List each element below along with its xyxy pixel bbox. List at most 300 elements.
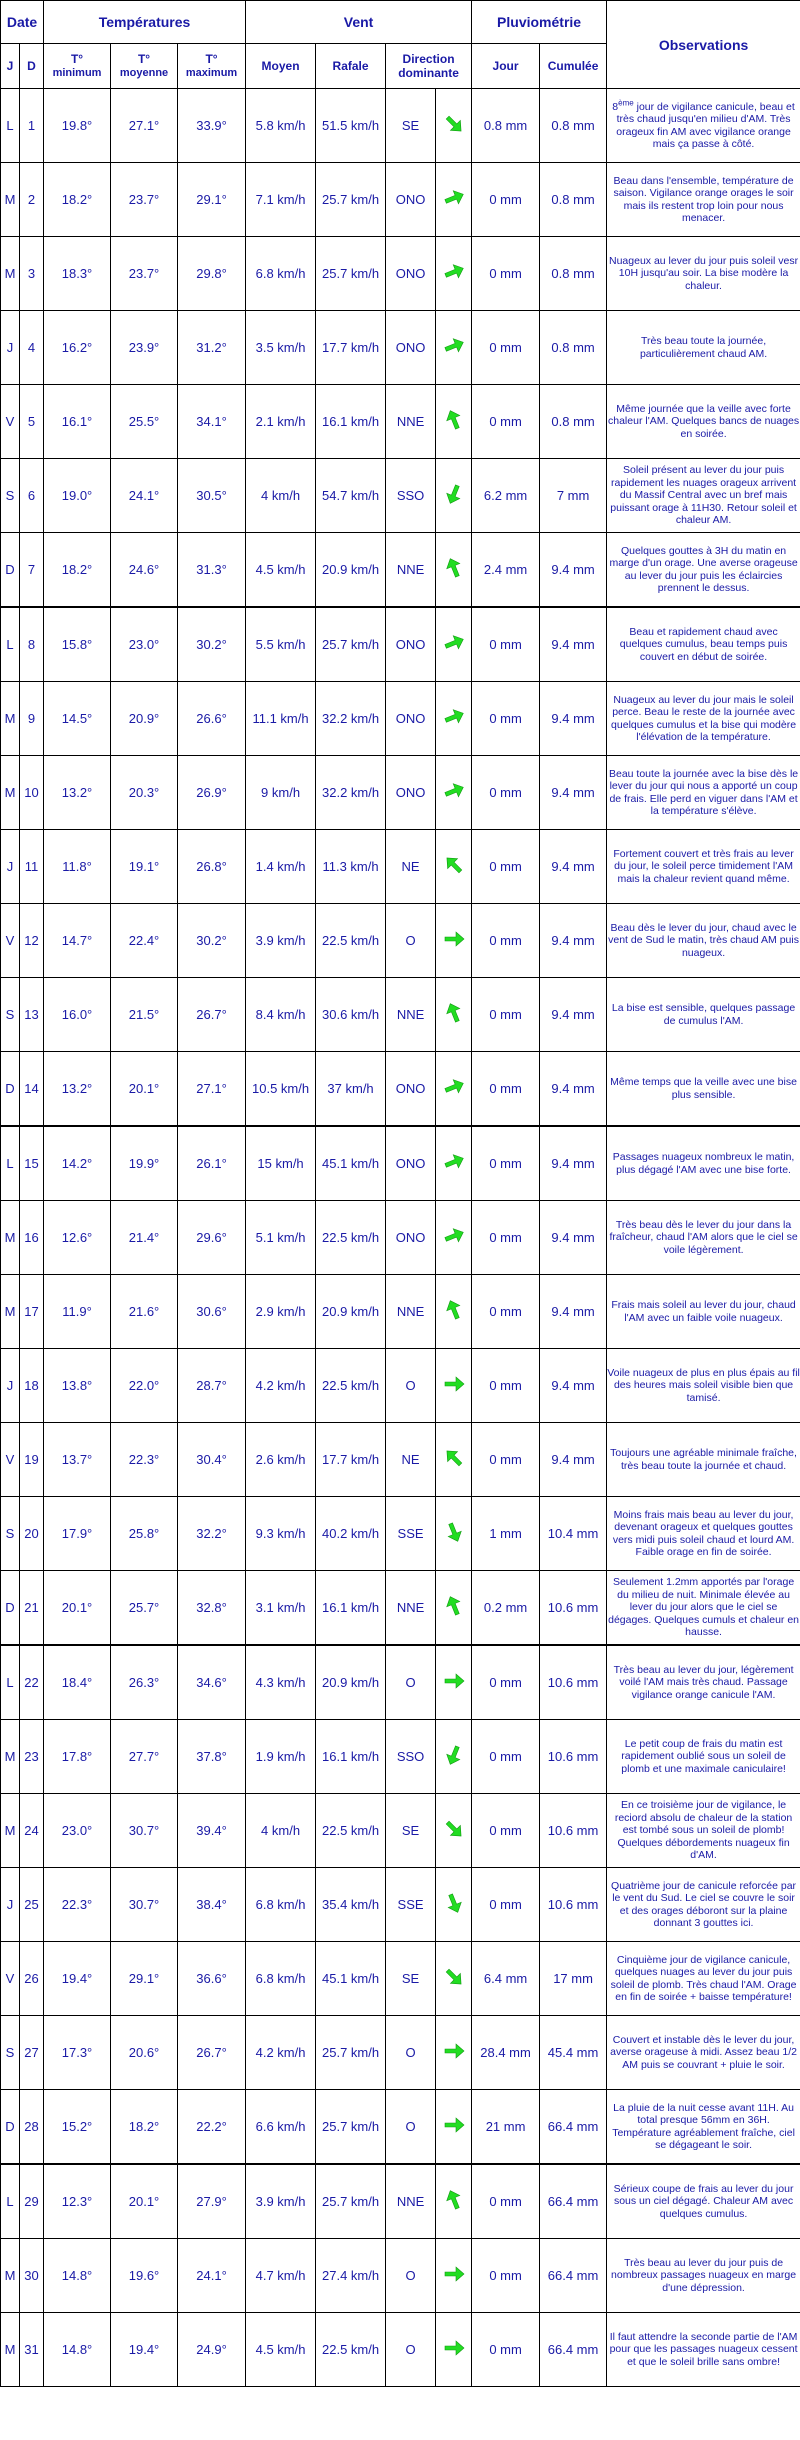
- observation: [607, 1052, 800, 1127]
- tmax: 30.6°: [178, 1275, 246, 1349]
- tmin: 13.8°: [44, 1349, 111, 1423]
- wind-arrow-cell: [436, 237, 472, 311]
- table-row: [1, 533, 800, 608]
- tmin: 17.9°: [44, 1497, 111, 1571]
- tmoy: 29.1°: [111, 1942, 178, 2016]
- wind-gust: 16.1 km/h: [316, 385, 386, 459]
- header-vent: Vent: [246, 1, 472, 44]
- day-letter: D: [1, 1052, 20, 1127]
- rain-cumul: 7 mm: [540, 459, 607, 533]
- wind-arrow-icon: [442, 1224, 466, 1248]
- rain-day: 0 mm: [472, 1794, 540, 1868]
- tmin: 15.2°: [44, 2090, 111, 2165]
- table-row: [1, 1423, 800, 1497]
- wind-arrow-cell: [436, 533, 472, 608]
- wind-direction: NE: [386, 830, 436, 904]
- wind-direction: O: [386, 1645, 436, 1720]
- rain-cumul: 66.4 mm: [540, 2239, 607, 2313]
- table-row: [1, 2090, 800, 2165]
- rain-day: 0 mm: [472, 2239, 540, 2313]
- wind-gust: 17.7 km/h: [316, 1423, 386, 1497]
- wind-arrow-cell: [436, 2239, 472, 2313]
- day-letter: L: [1, 2164, 20, 2239]
- wind-arrow-icon: [442, 1594, 466, 1618]
- wind-avg: 4.7 km/h: [246, 2239, 316, 2313]
- table-row: [1, 2239, 800, 2313]
- day-letter: V: [1, 385, 20, 459]
- tmax: 27.1°: [178, 1052, 246, 1127]
- observation-text: Couvert et instable dès le lever du jour, averse orageuse à midi. Assez beau 1/2 AM puis se couvrant + pluie le soir.: [610, 2033, 797, 2071]
- table-row: [1, 1794, 800, 1868]
- observation-text: Soleil présent au lever du jour puis rapidement les nuages orageux arrivent du Massif Central avec un bref mais puissant orage à 11H30. Retour soleil et chaleur AM.: [610, 464, 797, 527]
- tmoy: 20.3°: [111, 756, 178, 830]
- tmoy: 25.7°: [111, 1571, 178, 1646]
- wind-arrow-icon: [442, 927, 466, 951]
- observation-text: Fortement couvert et très frais au lever du jour, le soleil perce timidement l'AM mais la chaleur revient quand même.: [613, 847, 794, 885]
- day-number: 9: [20, 682, 44, 756]
- tmin: 13.7°: [44, 1423, 111, 1497]
- wind-avg: 3.9 km/h: [246, 2164, 316, 2239]
- wind-avg: 10.5 km/h: [246, 1052, 316, 1127]
- observation: [607, 2090, 800, 2165]
- wind-arrow-cell: [436, 1497, 472, 1571]
- rain-day: 0.8 mm: [472, 89, 540, 163]
- wind-direction: NNE: [386, 385, 436, 459]
- observation-text: Beau et rapidement chaud avec quelques cumulus, beau temps puis couvert en début de soirée.: [619, 625, 788, 663]
- observation: [607, 682, 800, 756]
- wind-arrow-cell: [436, 2090, 472, 2165]
- table-row: [1, 1349, 800, 1423]
- day-number: 20: [20, 1497, 44, 1571]
- tmax: 30.2°: [178, 607, 246, 682]
- wind-arrow-cell: [436, 2313, 472, 2387]
- tmin: 13.2°: [44, 1052, 111, 1127]
- tmoy: 20.9°: [111, 682, 178, 756]
- wind-avg: 8.4 km/h: [246, 978, 316, 1052]
- day-letter: J: [1, 830, 20, 904]
- day-letter: V: [1, 904, 20, 978]
- wind-avg: 15 km/h: [246, 1126, 316, 1201]
- observation: [607, 1201, 800, 1275]
- day-letter: M: [1, 682, 20, 756]
- tmoy: 21.5°: [111, 978, 178, 1052]
- day-number: 18: [20, 1349, 44, 1423]
- observation-text: Sérieux coupe de frais au lever du jour sous un ciel dégagé. Chaleur AM avec quelques cumulus.: [613, 2182, 794, 2220]
- tmin: 12.3°: [44, 2164, 111, 2239]
- wind-arrow-icon: [442, 482, 466, 506]
- wind-direction: ONO: [386, 311, 436, 385]
- observation-text: Très beau toute la journée, particulièrement chaud AM.: [639, 335, 768, 360]
- observation-text: Moins frais mais beau au lever du jour, devenant orageux et quelques gouttes vers midi puis soleil chaud et lourd AM. Faible orage en fin de soirée.: [612, 1508, 795, 1558]
- rain-day: 0 mm: [472, 1201, 540, 1275]
- wind-arrow-cell: [436, 756, 472, 830]
- rain-day: 0 mm: [472, 1868, 540, 1942]
- wind-gust: 32.2 km/h: [316, 682, 386, 756]
- tmax: 31.2°: [178, 311, 246, 385]
- wind-gust: 22.5 km/h: [316, 2313, 386, 2387]
- table-row: [1, 1571, 800, 1646]
- tmax: 24.9°: [178, 2313, 246, 2387]
- wind-arrow-cell: [436, 459, 472, 533]
- tmoy: 25.8°: [111, 1497, 178, 1571]
- day-number: 19: [20, 1423, 44, 1497]
- observation: [607, 607, 800, 682]
- wind-avg: 3.1 km/h: [246, 1571, 316, 1646]
- wind-avg: 4.2 km/h: [246, 2016, 316, 2090]
- rain-cumul: 9.4 mm: [540, 756, 607, 830]
- tmin: 16.1°: [44, 385, 111, 459]
- day-letter: M: [1, 2239, 20, 2313]
- day-letter: M: [1, 237, 20, 311]
- rain-day: 0 mm: [472, 682, 540, 756]
- tmin: 11.8°: [44, 830, 111, 904]
- observation: [607, 830, 800, 904]
- tmin: 20.1°: [44, 1571, 111, 1646]
- wind-arrow-icon: [442, 853, 466, 877]
- wind-gust: 25.7 km/h: [316, 163, 386, 237]
- tmax: 30.2°: [178, 904, 246, 978]
- wind-arrow-icon: [442, 2336, 466, 2360]
- day-letter: J: [1, 1349, 20, 1423]
- tmax: 32.8°: [178, 1571, 246, 1646]
- header-tmax-sub: maximum: [185, 67, 238, 79]
- table-row: [1, 2016, 800, 2090]
- day-letter: M: [1, 163, 20, 237]
- observation-text: Quatrième jour de canicule reforcée par le vent du Sud. Le ciel se couvre le soir et des orages déboront sur la plaine donnant 3 gouttes ici.: [611, 1879, 797, 1929]
- wind-avg: 4 km/h: [246, 1794, 316, 1868]
- wind-avg: 3.5 km/h: [246, 311, 316, 385]
- rain-day: 0 mm: [472, 385, 540, 459]
- observation-text: Même temps que la veille avec une bise plus sensible.: [610, 1076, 797, 1101]
- wind-direction: NE: [386, 1423, 436, 1497]
- observation-text: En ce troisième jour de vigilance, le reciord absolu de chaleur de la station est tombé sous un soleil de plomb! Quelques débordements nuageux fin d'AM.: [614, 1799, 793, 1862]
- wind-arrow-cell: [436, 385, 472, 459]
- wind-arrow-cell: [436, 682, 472, 756]
- wind-direction: ONO: [386, 756, 436, 830]
- tmoy: 30.7°: [111, 1794, 178, 1868]
- wind-arrow-cell: [436, 2016, 472, 2090]
- wind-avg: 5.8 km/h: [246, 89, 316, 163]
- day-number: 24: [20, 1794, 44, 1868]
- wind-direction: ONO: [386, 237, 436, 311]
- observation: [607, 533, 800, 608]
- wind-gust: 45.1 km/h: [316, 1126, 386, 1201]
- wind-avg: 4.5 km/h: [246, 2313, 316, 2387]
- header-tmin: [44, 44, 111, 89]
- tmoy: 18.2°: [111, 2090, 178, 2165]
- wind-arrow-cell: [436, 1275, 472, 1349]
- day-number: 5: [20, 385, 44, 459]
- rain-day: 2.4 mm: [472, 533, 540, 608]
- rain-cumul: 9.4 mm: [540, 1126, 607, 1201]
- wind-arrow-cell: [436, 1571, 472, 1646]
- wind-direction: SSE: [386, 1497, 436, 1571]
- observation-text: Beau toute la journée avec la bise dès le lever du jour qui nous a apporté un coup de frais. Elle perd en viguer dans l'AM et la température s'élève.: [608, 767, 799, 817]
- day-letter: L: [1, 1126, 20, 1201]
- wind-gust: 32.2 km/h: [316, 756, 386, 830]
- rain-day: 0 mm: [472, 1275, 540, 1349]
- tmin: 15.8°: [44, 607, 111, 682]
- day-letter: S: [1, 1497, 20, 1571]
- tmin: 14.7°: [44, 904, 111, 978]
- observation: [607, 2313, 800, 2387]
- rain-day: 0 mm: [472, 163, 540, 237]
- wind-gust: 16.1 km/h: [316, 1571, 386, 1646]
- rain-day: 0 mm: [472, 830, 540, 904]
- table-row: [1, 830, 800, 904]
- rain-cumul: 10.6 mm: [540, 1571, 607, 1646]
- wind-arrow-icon: [442, 631, 466, 655]
- wind-avg: 1.4 km/h: [246, 830, 316, 904]
- wind-gust: 16.1 km/h: [316, 1720, 386, 1794]
- tmoy: 23.9°: [111, 311, 178, 385]
- tmin: 16.2°: [44, 311, 111, 385]
- rain-cumul: 9.4 mm: [540, 1052, 607, 1127]
- rain-cumul: 9.4 mm: [540, 978, 607, 1052]
- wind-arrow-icon: [442, 2039, 466, 2063]
- day-number: 26: [20, 1942, 44, 2016]
- header-tmin-sub: minimum: [52, 67, 102, 79]
- tmin: 17.3°: [44, 2016, 111, 2090]
- rain-day: 1 mm: [472, 1497, 540, 1571]
- rain-cumul: 10.6 mm: [540, 1868, 607, 1942]
- observation-text: Le petit coup de frais du matin est rapidement oublié sous un soleil de plomb et une maximale caniculaire!: [621, 1737, 786, 1775]
- tmoy: 23.7°: [111, 237, 178, 311]
- tmax: 26.8°: [178, 830, 246, 904]
- tmoy: 25.5°: [111, 385, 178, 459]
- observation: [607, 2164, 800, 2239]
- table-row: [1, 682, 800, 756]
- rain-day: 0 mm: [472, 2164, 540, 2239]
- rain-cumul: 9.4 mm: [540, 1423, 607, 1497]
- observation: [607, 459, 800, 533]
- rain-day: 0 mm: [472, 2313, 540, 2387]
- header-observations: Observations: [607, 1, 800, 89]
- tmin: 14.2°: [44, 1126, 111, 1201]
- tmin: 23.0°: [44, 1794, 111, 1868]
- tmoy: 20.1°: [111, 2164, 178, 2239]
- rain-cumul: 9.4 mm: [540, 904, 607, 978]
- observation-sup: ème: [618, 98, 634, 107]
- tmax: 34.6°: [178, 1645, 246, 1720]
- tmax: 29.1°: [178, 163, 246, 237]
- wind-arrow-icon: [442, 1817, 466, 1841]
- header-pluviometrie: Pluviométrie: [472, 1, 607, 44]
- wind-direction: SE: [386, 1942, 436, 2016]
- wind-arrow-icon: [442, 779, 466, 803]
- observation: [607, 904, 800, 978]
- day-letter: D: [1, 2090, 20, 2165]
- wind-direction: SSO: [386, 459, 436, 533]
- wind-avg: 3.9 km/h: [246, 904, 316, 978]
- observation: [607, 163, 800, 237]
- day-letter: D: [1, 1571, 20, 1646]
- wind-direction: O: [386, 1349, 436, 1423]
- day-number: 11: [20, 830, 44, 904]
- rain-day: 0 mm: [472, 1052, 540, 1127]
- wind-arrow-icon: [442, 705, 466, 729]
- header-cumulee: Cumulée: [540, 44, 607, 89]
- observation-text: Cinquième jour de vigilance canicule, quelques nuages au lever du jour puis soleil de plomb. Très chaud l'AM. Orage en fin de soirée + baisse température!: [610, 1953, 797, 2003]
- observation: [607, 1126, 800, 1201]
- wind-arrow-cell: [436, 1052, 472, 1127]
- rain-cumul: 0.8 mm: [540, 237, 607, 311]
- wind-arrow-cell: [436, 89, 472, 163]
- rain-day: 0 mm: [472, 1349, 540, 1423]
- tmax: 34.1°: [178, 385, 246, 459]
- wind-gust: 25.7 km/h: [316, 2164, 386, 2239]
- wind-gust: 40.2 km/h: [316, 1497, 386, 1571]
- wind-arrow-icon: [442, 1891, 466, 1915]
- day-number: 27: [20, 2016, 44, 2090]
- wind-gust: 25.7 km/h: [316, 2090, 386, 2165]
- rain-cumul: 9.4 mm: [540, 682, 607, 756]
- observation: [607, 1349, 800, 1423]
- observation-text: Beau dès le lever du jour, chaud avec le vent de Sud le matin, très chaud AM puis nuageux.: [608, 921, 799, 959]
- table-row: [1, 2313, 800, 2387]
- day-letter: J: [1, 311, 20, 385]
- wind-avg: 6.8 km/h: [246, 1942, 316, 2016]
- tmax: 27.9°: [178, 2164, 246, 2239]
- observation: [607, 1645, 800, 1720]
- day-number: 17: [20, 1275, 44, 1349]
- wind-direction: NNE: [386, 978, 436, 1052]
- rain-cumul: 9.4 mm: [540, 1201, 607, 1275]
- rain-day: 0 mm: [472, 904, 540, 978]
- tmoy: 22.4°: [111, 904, 178, 978]
- rain-cumul: 9.4 mm: [540, 830, 607, 904]
- table-row: [1, 1645, 800, 1720]
- wind-arrow-cell: [436, 311, 472, 385]
- tmin: 12.6°: [44, 1201, 111, 1275]
- day-number: 10: [20, 756, 44, 830]
- wind-avg: 2.9 km/h: [246, 1275, 316, 1349]
- wind-gust: 25.7 km/h: [316, 607, 386, 682]
- rain-day: 21 mm: [472, 2090, 540, 2165]
- wind-arrow-cell: [436, 1720, 472, 1794]
- wind-avg: 11.1 km/h: [246, 682, 316, 756]
- wind-gust: 22.5 km/h: [316, 904, 386, 978]
- wind-direction: NNE: [386, 533, 436, 608]
- day-number: 30: [20, 2239, 44, 2313]
- header-direction: Direction dominante: [386, 44, 472, 89]
- wind-avg: 6.8 km/h: [246, 237, 316, 311]
- wind-avg: 5.5 km/h: [246, 607, 316, 682]
- rain-day: 0.2 mm: [472, 1571, 540, 1646]
- wind-arrow-icon: [442, 1743, 466, 1767]
- wind-avg: 6.8 km/h: [246, 1868, 316, 1942]
- day-letter: M: [1, 2313, 20, 2387]
- observation-text: La bise est sensible, quelques passage de cumulus l'AM.: [611, 1002, 796, 1027]
- wind-arrow-icon: [442, 186, 466, 210]
- wind-arrow-icon: [442, 1520, 466, 1544]
- wind-direction: O: [386, 2313, 436, 2387]
- wind-gust: 54.7 km/h: [316, 459, 386, 533]
- tmoy: 24.1°: [111, 459, 178, 533]
- tmax: 39.4°: [178, 1794, 246, 1868]
- wind-direction: SSE: [386, 1868, 436, 1942]
- observation-text: Quelques gouttes à 3H du matin en marge d'un orage. Une averse orageuse au lever du jour puis les éclaircies prennent le dessus.: [609, 544, 798, 594]
- rain-cumul: 9.4 mm: [540, 1275, 607, 1349]
- tmax: 26.1°: [178, 1126, 246, 1201]
- table-row: [1, 1126, 800, 1201]
- wind-direction: SE: [386, 89, 436, 163]
- wind-arrow-icon: [442, 1965, 466, 1989]
- header-tmax: [178, 44, 246, 89]
- observation: [607, 1497, 800, 1571]
- wind-gust: 20.9 km/h: [316, 1645, 386, 1720]
- wind-arrow-icon: [442, 408, 466, 432]
- table-row: [1, 89, 800, 163]
- wind-arrow-icon: [442, 1298, 466, 1322]
- day-letter: L: [1, 1645, 20, 1720]
- wind-avg: 9 km/h: [246, 756, 316, 830]
- wind-arrow-icon: [442, 1372, 466, 1396]
- day-letter: M: [1, 756, 20, 830]
- rain-day: 0 mm: [472, 756, 540, 830]
- day-number: 14: [20, 1052, 44, 1127]
- table-row: [1, 1052, 800, 1127]
- observation-text: Frais mais soleil au lever du jour, chaud l'AM avec un faible voile nuageux.: [611, 1299, 796, 1324]
- wind-arrow-cell: [436, 1201, 472, 1275]
- tmoy: 24.6°: [111, 533, 178, 608]
- rain-cumul: 66.4 mm: [540, 2313, 607, 2387]
- observation-text: Il faut attendre la seconde partie de l'AM pour que les passages nuageux cessent et que le soleil brille sans ombre!: [609, 2330, 798, 2368]
- wind-avg: 7.1 km/h: [246, 163, 316, 237]
- day-number: 21: [20, 1571, 44, 1646]
- rain-cumul: 66.4 mm: [540, 2164, 607, 2239]
- wind-avg: 2.6 km/h: [246, 1423, 316, 1497]
- tmoy: 22.0°: [111, 1349, 178, 1423]
- wind-direction: NNE: [386, 2164, 436, 2239]
- rain-day: 0 mm: [472, 237, 540, 311]
- header-jour: Jour: [472, 44, 540, 89]
- rain-day: 0 mm: [472, 311, 540, 385]
- observation-text: Très beau au lever du jour, légèrement voilé l'AM mais très chaud. Passage vigilance orange canicule l'AM.: [613, 1663, 794, 1701]
- tmax: 26.6°: [178, 682, 246, 756]
- wind-avg: 4 km/h: [246, 459, 316, 533]
- observation: [607, 89, 800, 163]
- observation: [607, 1275, 800, 1349]
- wind-arrow-cell: [436, 830, 472, 904]
- table-row: [1, 311, 800, 385]
- table-row: [1, 978, 800, 1052]
- tmoy: 26.3°: [111, 1645, 178, 1720]
- wind-arrow-icon: [442, 1669, 466, 1693]
- header-j: J: [1, 44, 20, 89]
- wind-arrow-cell: [436, 1423, 472, 1497]
- wind-gust: 27.4 km/h: [316, 2239, 386, 2313]
- wind-arrow-cell: [436, 163, 472, 237]
- tmoy: 27.1°: [111, 89, 178, 163]
- rain-cumul: 0.8 mm: [540, 89, 607, 163]
- day-number: 7: [20, 533, 44, 608]
- wind-avg: 4.5 km/h: [246, 533, 316, 608]
- observation-text: Très beau au lever du jour puis de nombreux passages nuageux en marge d'une dépression.: [611, 2256, 797, 2294]
- tmin: 16.0°: [44, 978, 111, 1052]
- rain-cumul: 9.4 mm: [540, 607, 607, 682]
- wind-direction: NNE: [386, 1571, 436, 1646]
- tmoy: 19.4°: [111, 2313, 178, 2387]
- wind-gust: 17.7 km/h: [316, 311, 386, 385]
- tmin: 18.2°: [44, 533, 111, 608]
- day-number: 25: [20, 1868, 44, 1942]
- tmoy: 30.7°: [111, 1868, 178, 1942]
- tmin: 14.5°: [44, 682, 111, 756]
- tmax: 33.9°: [178, 89, 246, 163]
- tmax: 26.9°: [178, 756, 246, 830]
- wind-gust: 30.6 km/h: [316, 978, 386, 1052]
